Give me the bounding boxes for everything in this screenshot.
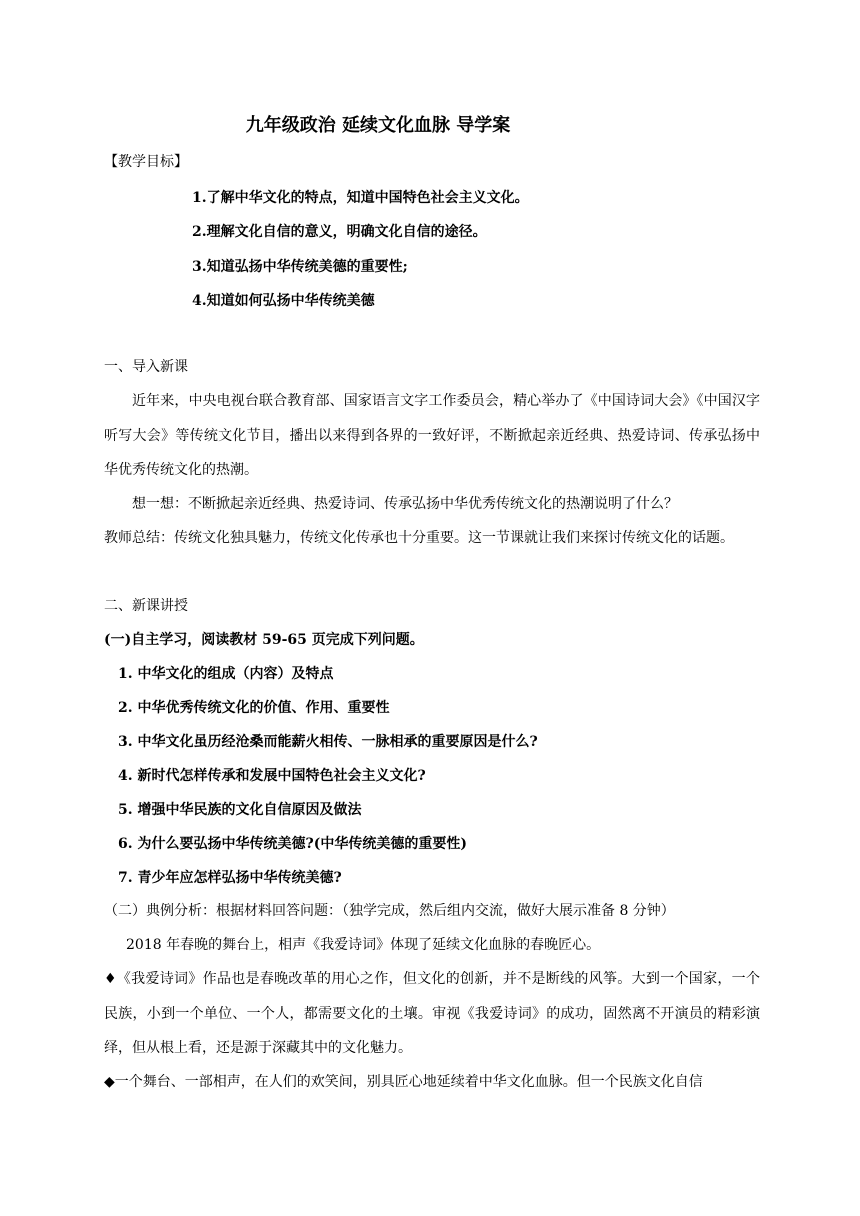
objective-item: 1.了解中华文化的特点，知道中国特色社会主义文化。: [192, 190, 529, 206]
page-title: 九年级政治 延续文化血脉 导学案: [245, 115, 511, 136]
intro-paragraph: 近年来，中央电视台联合教育部、国家语言文字工作委员会，精心举办了《中国诗词大会》《中国汉字听写大会》等传统文化节目，播出以来得到各界的一致好评，不断掀起亲近经典、热爱诗词、传承弘扬中华优秀传统文化的热潮。: [104, 393, 760, 478]
case-bullet-2: ◆一个舞台、一部相声，在人们的欢笑间，别具匠心地延续着中华文化血脉。但一个民族文化自信: [104, 1074, 703, 1090]
objectives-heading: 【教学目标】: [104, 154, 188, 170]
question-item: 1. 中华文化的组成（内容）及特点: [118, 666, 334, 682]
question-item: 5. 增强中华民族的文化自信原因及做法: [118, 802, 362, 818]
case-bullet-1: ♦《我爱诗词》作品也是春晚改革的用心之作，但文化的创新，并不是断线的风筝。大到一个国家，一个民族，小到一个单位、一个人，都需要文化的土壤。审视《我爱诗词》的成功，固然离不开演员的精彩演绎，但从根上看，还是源于深藏其中的文化魅力。: [104, 971, 760, 1056]
think-paragraph: 想一想：不断掀起亲近经典、热爱诗词、传承弘扬中华优秀传统文化的热潮说明了什么？: [132, 496, 678, 512]
objective-item: 4.知道如何弘扬中华传统美德: [192, 293, 375, 309]
teacher-summary: 教师总结：传统文化独具魅力，传统文化传承也十分重要。这一节课就让我们来探讨传统文化的话题。: [104, 530, 734, 546]
question-item: 2. 中华优秀传统文化的价值、作用、重要性: [118, 700, 390, 716]
question-item: 4. 新时代怎样传承和发展中国特色社会主义文化?: [118, 768, 426, 784]
question-item: 6. 为什么要弘扬中华传统美德?(中华传统美德的重要性): [118, 836, 467, 852]
question-item: 7. 青少年应怎样弘扬中华传统美德?: [118, 870, 342, 886]
question-item: 3. 中华文化虽历经沧桑而能薪火相传、一脉相承的重要原因是什么?: [118, 734, 538, 750]
section-heading-intro: 一、导入新课: [104, 359, 188, 375]
case-intro: 2018 年春晚的舞台上，相声《我爱诗词》体现了延续文化血脉的春晚匠心。: [126, 937, 601, 953]
section-heading-lecture: 二、新课讲授: [104, 598, 188, 614]
self-study-heading: (一)自主学习，阅读教材 59-65 页完成下列问题。: [104, 632, 424, 648]
objective-item: 2.理解文化自信的意义，明确文化自信的途径。: [192, 224, 487, 240]
objective-item: 3.知道弘扬中华传统美德的重要性;: [192, 259, 408, 275]
case-heading: （二）典例分析：根据材料回答问题：（独学完成，然后组内交流，做好大展示准备 8 分钟）: [104, 903, 675, 919]
